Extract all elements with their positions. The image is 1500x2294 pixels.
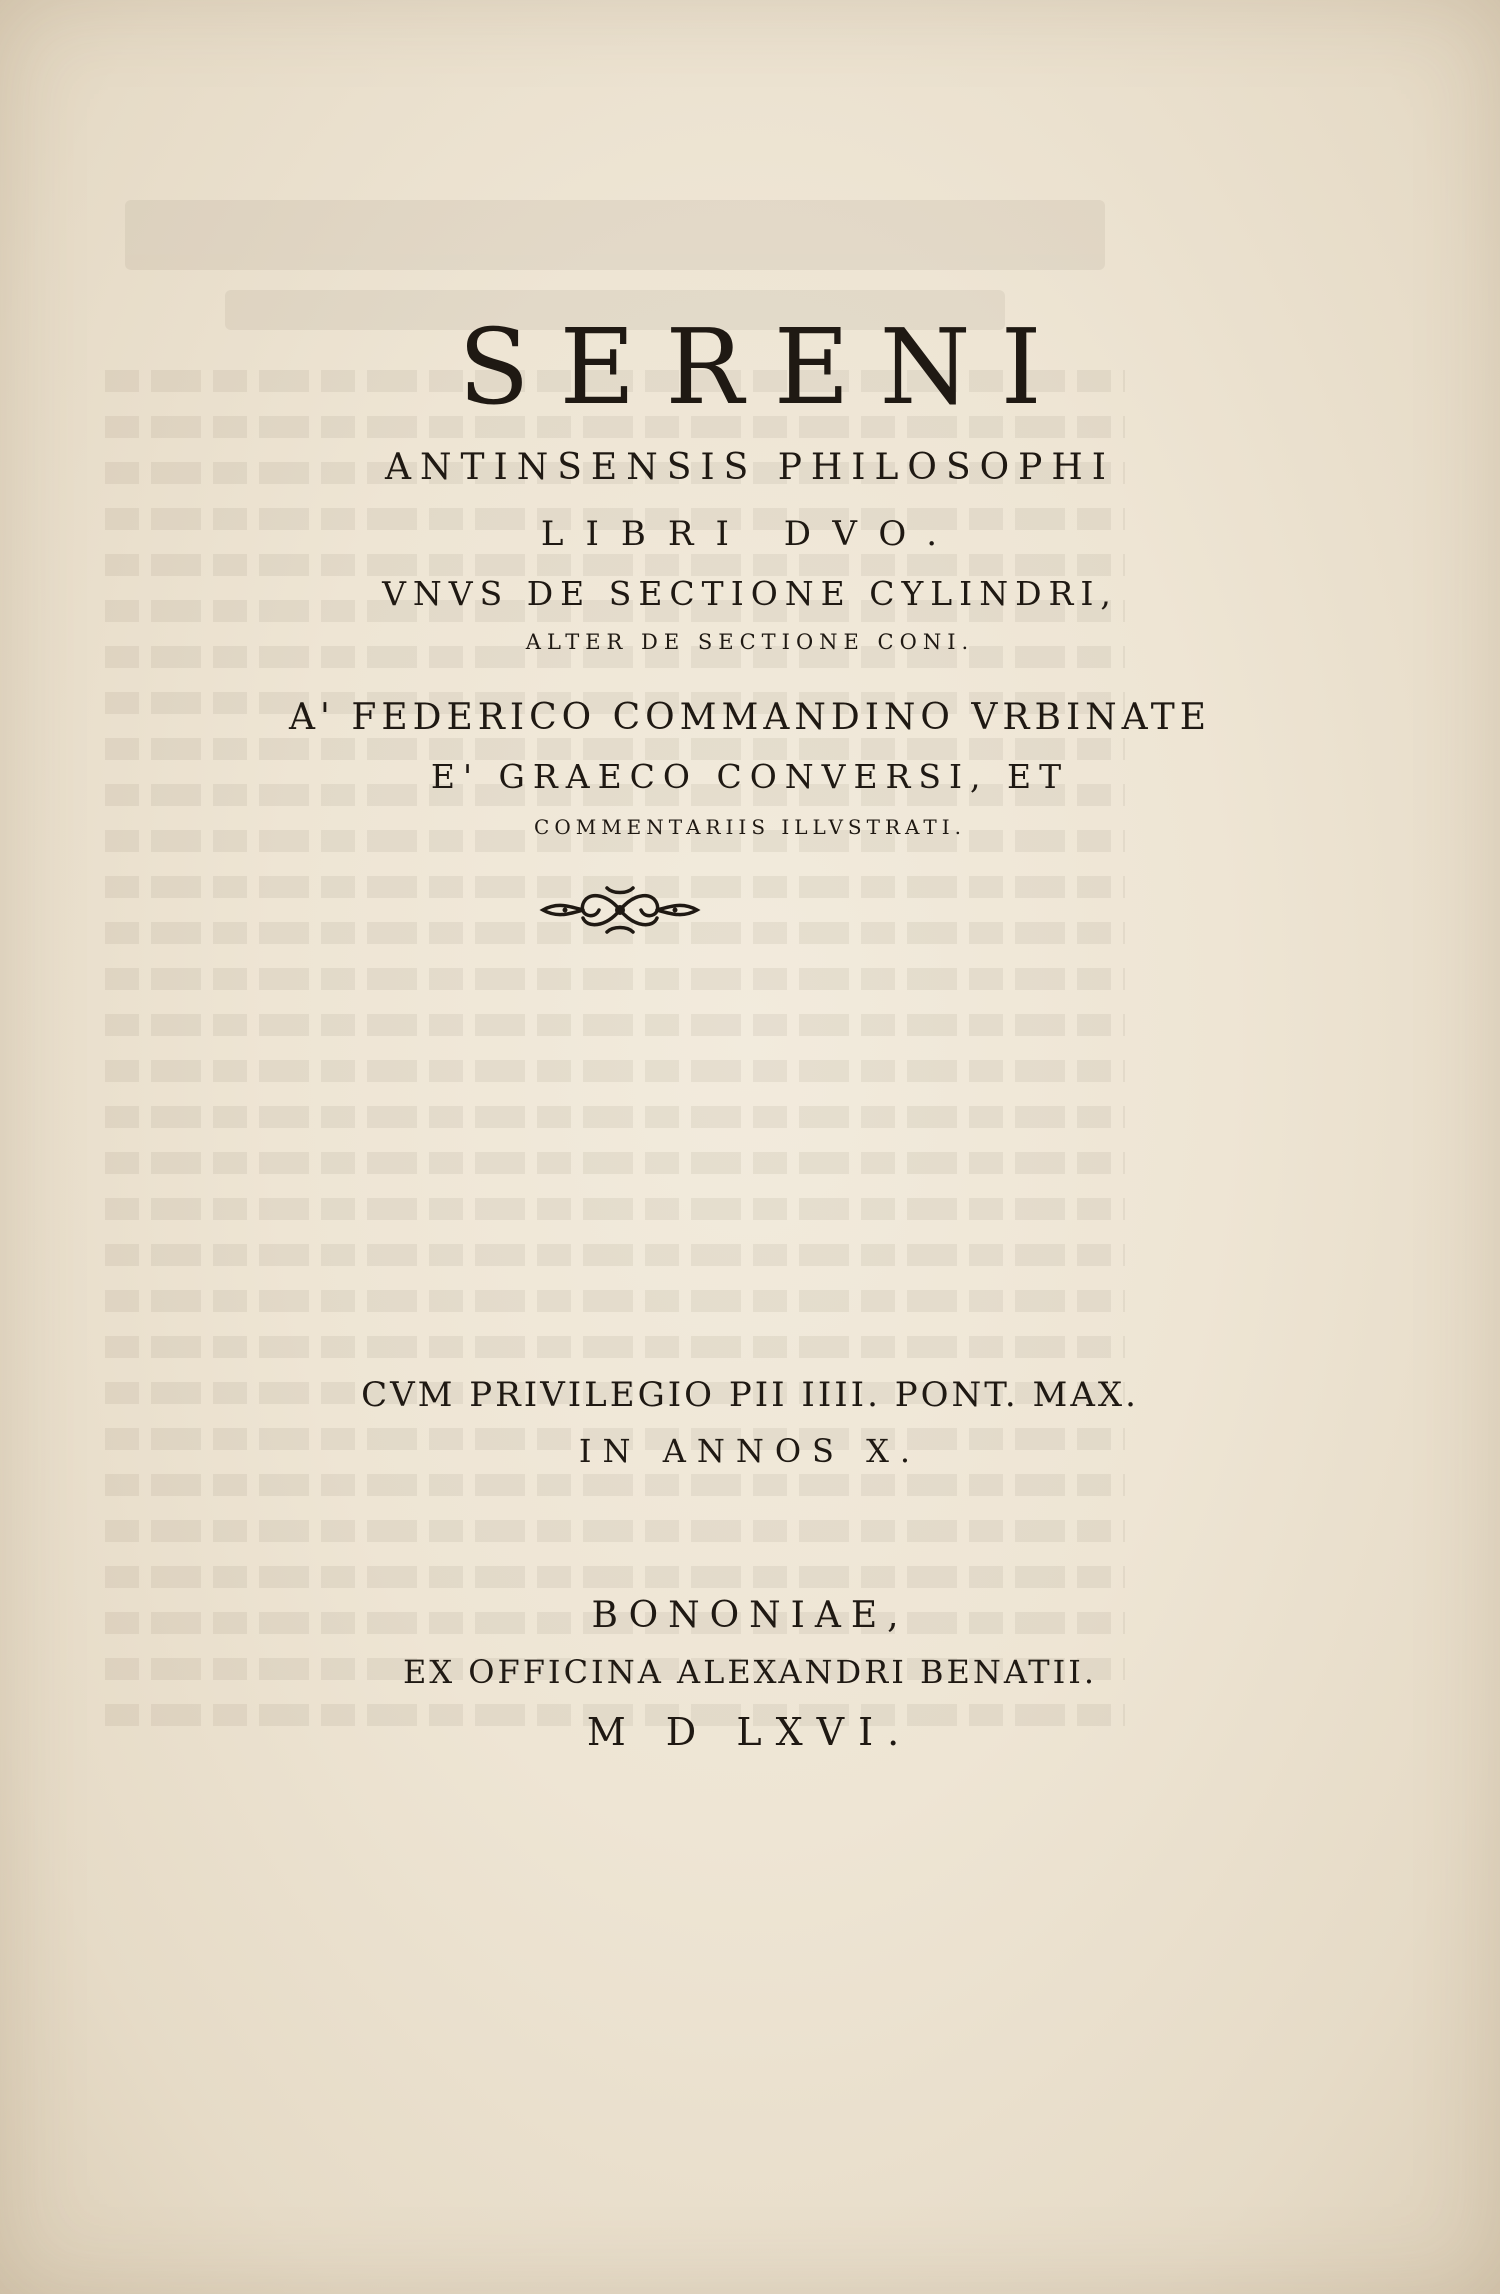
show-through-text [105,200,1125,1800]
imprint-year: M D LXVI. [586,1710,914,1754]
translator-line: A' FEDERICO COMMANDINO VRBINATE [289,697,1211,738]
commentary-line: COMMENTARIIS ILLVSTRATI. [534,815,966,839]
translation-line: E' GRAECO CONVERSI, ET [430,757,1070,796]
second-book-line: ALTER DE SECTIONE CONI. [525,630,975,654]
books-count-line: LIBRI DVO. [540,514,960,554]
imprint-city: BONONIAE, [591,1595,909,1636]
book-title: SERENI [458,306,1072,428]
privilege-term-line: IN ANNOS X. [578,1432,922,1470]
privilege-line: CVM PRIVILEGIO PII IIII. PONT. MAX. [361,1375,1139,1415]
printers-ornament-icon [535,880,705,940]
author-line: ANTINSENSIS PHILOSOPHI [385,447,1115,488]
imprint-printer: EX OFFICINA ALEXANDRI BENATII. [402,1653,1098,1691]
first-book-line: VNVS DE SECTIONE CYLINDRI, [382,574,1118,613]
